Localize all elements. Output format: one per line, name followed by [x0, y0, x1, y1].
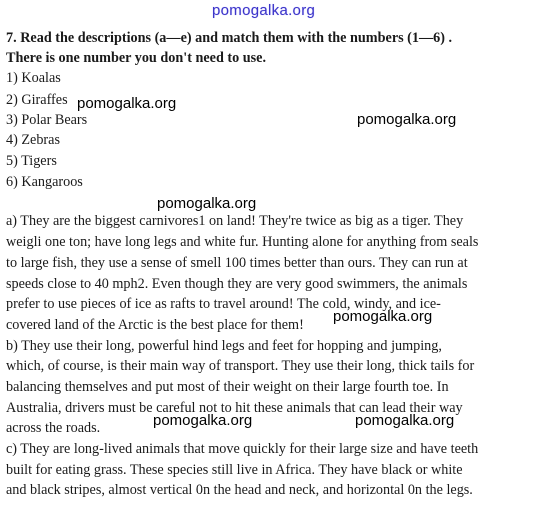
watermark-top: pomogalka.org [212, 2, 316, 19]
text-line: balancing themselves and put most of their weight on their large fourth toe. In [6, 379, 449, 395]
option-item: 4) Zebras [6, 132, 60, 148]
watermark: pomogalka.org [333, 308, 433, 325]
text-line: Australia, drivers must be careful not to hit these animals that can lead their way [6, 400, 463, 416]
text-line: to large fish, they use a sense of smell 100 times better than ours. They can run at [6, 255, 468, 271]
text-line: b) They use their long, powerful hind legs and feet for hopping and jumping, [6, 338, 442, 354]
watermark: pomogalka.org [355, 412, 455, 429]
text-line: built for eating grass. These species still live in Africa. They have black or white [6, 462, 463, 478]
text-line: speeds close to 40 mph2. Even though they are very good swimmers, the animals [6, 276, 468, 292]
text-line: across the roads. [6, 420, 101, 436]
option-item: 6) Kangaroos [6, 174, 83, 190]
watermark: pomogalka.org [157, 195, 257, 212]
task-title-line-1: 7. Read the descriptions (a—e) and match them with the numbers (1—6) . [6, 30, 453, 46]
text-line: prefer to use pieces of ice as rafts to travel around! The cold, windy, and ice- [6, 296, 441, 312]
option-item: 2) Giraffes [6, 92, 68, 108]
task-title-line-2: There is one number you don't need to use. [6, 50, 267, 66]
watermark: pomogalka.org [153, 412, 253, 429]
option-item: 5) Tigers [6, 153, 57, 169]
text-line: a) They are the biggest carnivores1 on land! They're twice as big as a tiger. They [6, 213, 464, 229]
text-line: c) They are long-lived animals that move quickly for their large size and have teeth [6, 441, 479, 457]
watermark: pomogalka.org [77, 95, 177, 112]
option-item: 3) Polar Bears [6, 112, 88, 128]
text-line: weigli one ton; have long legs and white fur. Hunting alone for anything from seals [6, 234, 479, 250]
option-item: 1) Koalas [6, 70, 61, 86]
text-line: covered land of the Arctic is the best place for them! [6, 317, 304, 333]
text-line: and black stripes, almost vertical 0n the head and neck, and horizontal 0n the legs. [6, 482, 473, 498]
watermark: pomogalka.org [357, 111, 457, 128]
text-line: which, of course, is their main way of transport. They use their long, thick tails for [6, 358, 475, 374]
